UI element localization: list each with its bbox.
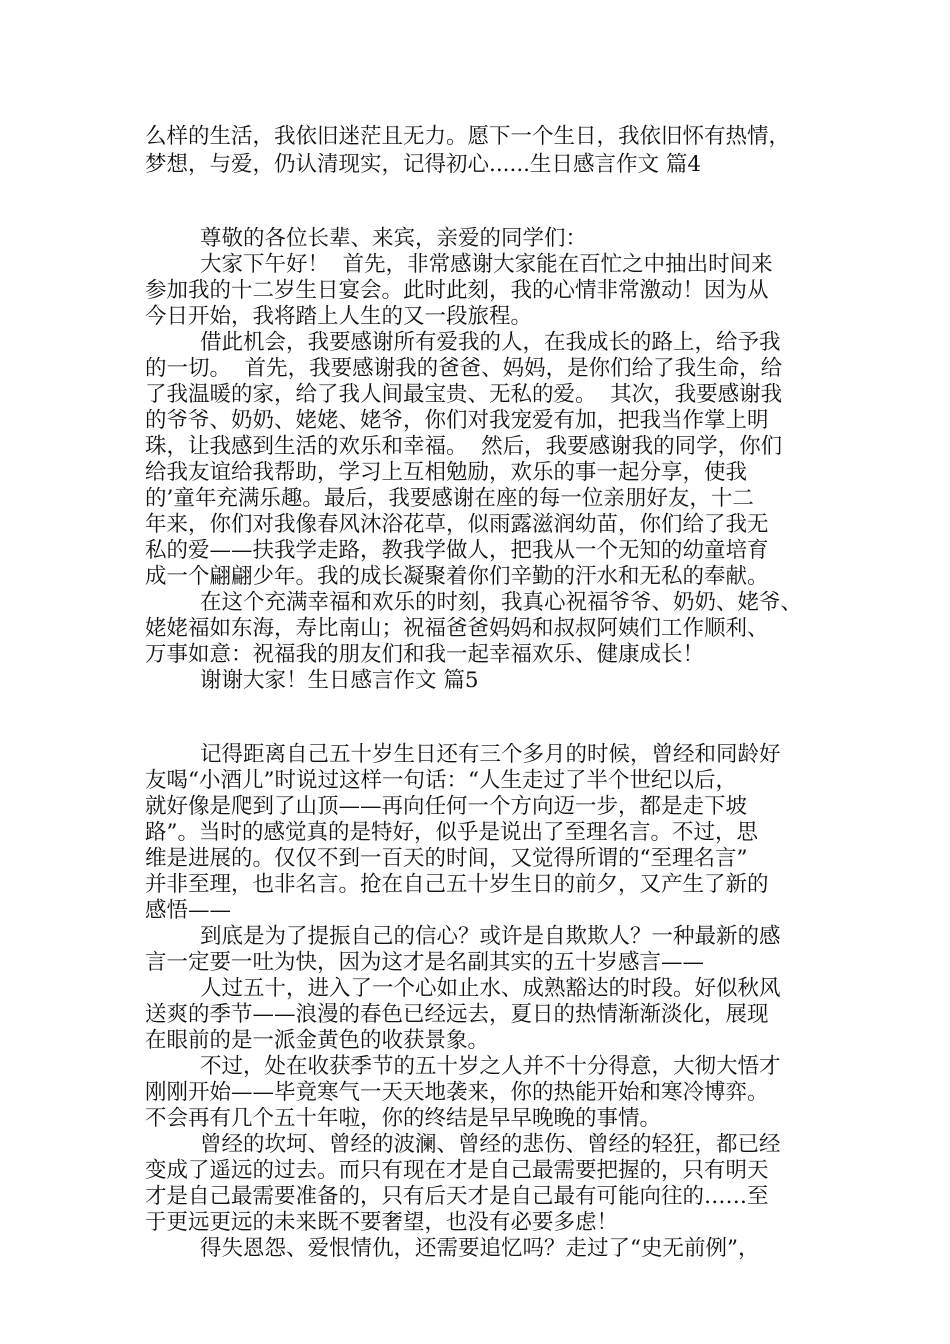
text-line: 么样的生活，我依旧迷茫且无力。愿下一个生日，我依旧怀有热情，: [145, 124, 791, 149]
text-line: 刚刚开始——毕竟寒气一天天地袭来，你的热能开始和寒冷博弈。: [145, 1080, 769, 1105]
text-line: 今日开始，我将踏上人生的又一段旅程。: [145, 304, 533, 329]
text-line: 到底是为了提振自己的信心？或许是自欺欺人？一种最新的感: [200, 924, 781, 949]
text-line: 给我友谊给我帮助，学习上互相勉励，欢乐的事一起分享，使我: [145, 460, 748, 485]
text-line: 万事如意：祝福我的朋友们和我一起幸福欢乐、健康成长！: [145, 642, 705, 667]
text-line: 尊敬的各位长辈、来宾，亲爱的同学们：: [200, 226, 588, 251]
text-line: 的一切。 首先，我要感谢我的爸爸、妈妈，是你们给了我生命，给: [145, 356, 783, 381]
text-line: 的’童年充满乐趣。最后，我要感谢在座的每一位亲朋好友，十二: [145, 486, 754, 511]
text-line: 人过五十，进入了一个心如止水、成熟豁达的时段。好似秋风: [200, 976, 781, 1001]
text-line: 才是自己最需要准备的，只有后天才是自己最有可能向往的……至: [145, 1184, 769, 1209]
text-line: 在这个充满幸福和欢乐的时刻，我真心祝福爷爷、奶奶、姥爷、: [200, 590, 803, 615]
text-line: 在眼前的是一派金黄色的收获景象。: [145, 1028, 490, 1053]
text-line: 友喝“小酒儿”时说过这样一句话：“人生走过了半个世纪以后，: [145, 768, 737, 793]
text-line: 并非至理，也非名言。抢在自己五十岁生日的前夕，又产生了新的: [145, 872, 769, 897]
text-line: 了我温暖的家，给了我人间最宝贵、无私的爱。 其次，我要感谢我: [145, 382, 783, 407]
text-line: 于更远更远的未来既不要奢望，也没有必要多虑！: [145, 1210, 619, 1235]
text-line: 不过，处在收获季节的五十岁之人并不十分得意，大彻大悟才: [200, 1054, 781, 1079]
text-line: 言一定要一吐为快，因为这才是名副其实的五十岁感言——: [145, 950, 705, 975]
text-line: 大家下午好！ 首先，非常感谢大家能在百忙之中抽出时间来: [200, 252, 773, 277]
text-line: 不会再有几个五十年啦，你的终结是早早晚晚的事情。: [145, 1106, 662, 1131]
text-line: 借此机会，我要感谢所有爱我的人，在我成长的路上，给予我: [200, 330, 781, 355]
text-line: 感悟——: [145, 898, 232, 923]
text-line: 曾经的坎坷、曾经的波澜、曾经的悲伤、曾经的轻狂，都已经: [200, 1132, 781, 1157]
text-line: 谢谢大家！生日感言作文 篇5: [200, 668, 479, 693]
text-line: 梦想，与爱，仍认清现实，记得初心......生日感言作文 篇4: [145, 152, 702, 177]
text-line: 就好像是爬到了山顶——再向任何一个方向迈一步，都是走下坡: [145, 794, 748, 819]
text-line: 姥姥福如东海，寿比南山；祝福爸爸妈妈和叔叔阿姨们工作顺利、: [145, 616, 769, 641]
text-line: 成一个翩翩少年。我的成长凝聚着你们辛勤的汗水和无私的奉献。: [145, 564, 769, 589]
text-line: 参加我的十二岁生日宴会。此时此刻，我的心情非常激动！因为从: [145, 278, 769, 303]
text-line: 记得距离自己五十岁生日还有三个多月的时候，曾经和同龄好: [200, 742, 781, 767]
text-line: 的爷爷、奶奶、姥姥、姥爷，你们对我宠爱有加，把我当作掌上明: [145, 408, 769, 433]
text-line: 年来，你们对我像春风沐浴花草，似雨露滋润幼苗，你们给了我无: [145, 512, 769, 537]
text-line: 变成了遥远的过去。而只有现在才是自己最需要把握的，只有明天: [145, 1158, 769, 1183]
text-line: 私的爱——扶我学走路，教我学做人，把我从一个无知的幼童培育: [145, 538, 769, 563]
text-line: 得失恩怨、爱恨情仇，还需要追忆吗？走过了“史无前例”，: [200, 1236, 760, 1261]
text-line: 路”。当时的感觉真的是特好，似乎是说出了至理名言。不过，思: [145, 820, 758, 845]
text-line: 送爽的季节——浪漫的春色已经远去，夏日的热情渐渐淡化，展现: [145, 1002, 769, 1027]
text-line: 珠，让我感到生活的欢乐和幸福。 然后，我要感谢我的同学，你们: [145, 434, 783, 459]
text-line: 维是进展的。仅仅不到一百天的时间，又觉得所谓的“至理名言”: [145, 846, 748, 871]
